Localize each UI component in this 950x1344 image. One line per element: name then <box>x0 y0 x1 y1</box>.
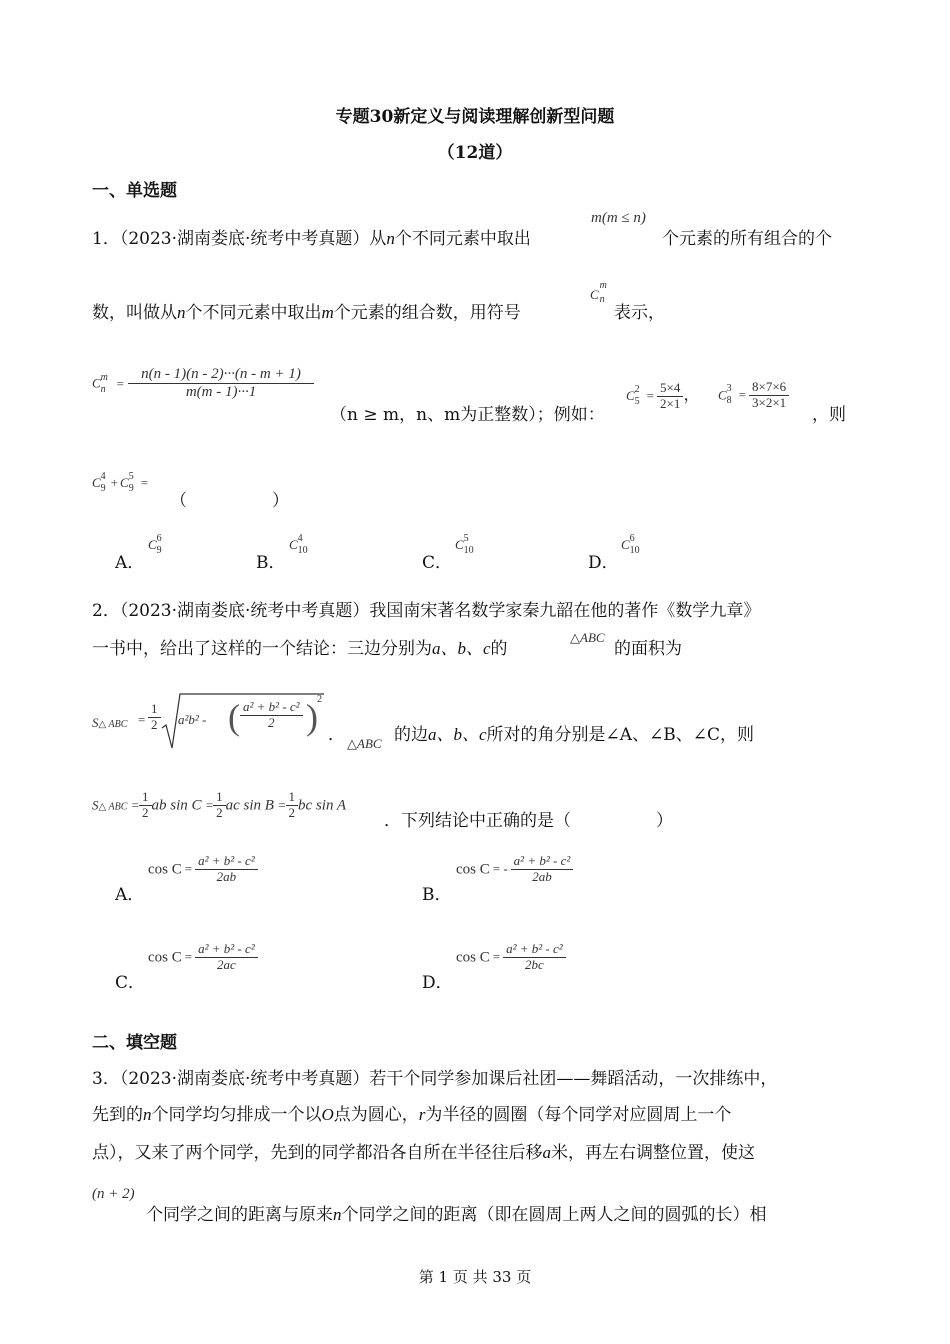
page-footer: 第 1 页 共 33 页 <box>418 1268 532 1286</box>
q1-ask-sub1: 9 <box>100 483 106 495</box>
q2-sine-S-sub: △ ABC <box>98 801 128 813</box>
q1-def-sub: n <box>100 383 106 395</box>
q2-line2-text-a: 一书中，给出了这样的一个结论：三边分别为 <box>92 639 432 659</box>
q2-half-num: 1 <box>148 702 161 718</box>
q2-sine-half-1-den: 2 <box>142 804 149 820</box>
q1-ex1-C: C <box>626 388 635 403</box>
q1-ex2-den: 3×2×1 <box>752 394 787 410</box>
q1-option-d-expr <box>621 534 644 555</box>
q1-option-d-sup: 6 <box>629 533 635 545</box>
q2-question: ．下列结论中正确的是（ ） <box>384 811 673 831</box>
q2-sine-term-3: bc sin A <box>298 797 347 814</box>
q1-line2-text-b: 个不同元素中取出 <box>185 303 322 323</box>
q2-line3 <box>394 720 754 745</box>
q1-line1-text-b: 个不同元素中取出 <box>394 229 531 249</box>
q1-option-a-C: C <box>148 537 157 552</box>
q1-ex1-equals: = <box>646 388 655 403</box>
q2-option-b[interactable] <box>422 880 452 905</box>
q1-ask-sub2: 9 <box>128 483 134 495</box>
q3-var-a: a <box>542 1143 551 1162</box>
q1-ex1-fraction <box>657 381 683 412</box>
q1-ex1-sup: 2 <box>634 384 640 396</box>
q1-symbol-C: C <box>590 287 599 302</box>
q1-option-b[interactable] <box>256 548 286 573</box>
q2-option-c-expr <box>148 942 258 973</box>
q2-option-a-den: 2ab <box>216 868 237 884</box>
q1-ask-sup2: 5 <box>128 471 134 483</box>
q2-line2 <box>92 634 508 659</box>
q1-example-1 <box>626 380 700 412</box>
q1-ex1-den: 2×1 <box>660 395 681 411</box>
q1-ex1-num: 5×4 <box>657 381 683 397</box>
q1-option-d[interactable] <box>588 548 619 573</box>
q3-line4-text-a: 个同学之间的距离与原来 <box>146 1205 333 1225</box>
q3-line2-text-d: 为半径的圆圈（每个同学对应圆周上一个 <box>425 1105 732 1125</box>
q2-option-d-label: D． <box>422 973 453 993</box>
q2-sine-half-3-num: 1 <box>286 790 299 806</box>
q1-def-fraction <box>128 366 314 402</box>
q1-line2-text-c: 个元素的组合数，用符号 <box>333 303 521 323</box>
q2-option-c-den: 2ac <box>216 956 236 972</box>
page-subtitle: （12道） <box>437 143 513 163</box>
q2-sine-formula <box>92 790 346 821</box>
q1-ex2-num: 8×7×6 <box>749 380 789 396</box>
q2-sine-term-1: ab sin C <box>151 797 202 814</box>
q1-symbol-sub-n: n <box>599 294 605 305</box>
q2-line2-text-b: 的 <box>490 639 508 659</box>
q2-sine-eq1: = <box>131 797 139 813</box>
q3-line2-text-a: 先到的 <box>92 1105 143 1125</box>
q1-ask-C2: C <box>120 475 129 490</box>
q1-ex1-sub: 5 <box>634 396 640 408</box>
q1-line2-var-m: m <box>321 303 334 322</box>
q2-option-a-expr <box>148 854 258 885</box>
q1-option-d-C: C <box>621 537 630 552</box>
q2-line2-end: 的面积为 <box>614 639 682 659</box>
q1-option-b-sub: 10 <box>297 545 308 557</box>
q2-option-b-expr <box>456 854 573 885</box>
q3-line2-text-c: 点为圆心， <box>333 1105 419 1125</box>
q1-ex2-equals: = <box>738 387 747 403</box>
q2-option-d-fraction <box>503 942 566 973</box>
q2-sine-half-2 <box>213 790 226 821</box>
q1-ask-expression <box>92 472 148 493</box>
q2-option-c-label: C． <box>115 973 146 993</box>
q2-sine-eq3: = <box>278 797 286 813</box>
q1-option-c-label: C． <box>422 553 453 573</box>
q1-option-a-label: A． <box>115 553 145 573</box>
q1-line2 <box>92 298 521 323</box>
q1-def-sup: m <box>100 371 108 383</box>
q2-option-a-fraction <box>195 854 258 885</box>
q3-line2-text-b: 个同学均匀排成一个以 <box>151 1105 322 1125</box>
q3-line3 <box>92 1138 755 1163</box>
q2-option-a-label: A． <box>115 885 145 905</box>
q1-symbol-sup-m: m <box>599 280 607 291</box>
q2-paren-right: ) <box>306 697 318 737</box>
q1-m-condition: m(m ≤ n) <box>591 210 646 226</box>
q2-sine-half-1-num: 1 <box>139 790 152 806</box>
q1-ask-equals: = <box>140 475 149 490</box>
section-heading-fill-in: 二、填空题 <box>92 1033 177 1053</box>
q2-option-d-sign: = <box>492 949 501 965</box>
q2-option-d-num: a² + b² - c² <box>503 942 566 958</box>
q1-definition-formula <box>92 366 314 402</box>
q1-line1-end: 个元素的所有组合的个 <box>662 229 832 249</box>
q3-line1: 3．（2023·湖南娄底·统考中考真题）若干个同学参加课后社团——舞蹈活动，一次排练中， <box>92 1069 778 1089</box>
q2-option-c-num: a² + b² - c² <box>195 942 258 958</box>
q2-option-b-lhs: cos C <box>456 861 490 878</box>
q2-option-b-sign: = - <box>492 861 508 877</box>
q2-option-c-fraction <box>195 942 258 973</box>
q2-half-den: 2 <box>151 716 158 732</box>
page-title: 专题30新定义与阅读理解创新型问题 <box>335 107 615 127</box>
q2-heron-exponent: 2 <box>317 694 322 705</box>
q2-line3-text-b: 所对的角分别是∠A、∠B、∠C，则 <box>486 725 755 745</box>
q1-option-a-sub: 9 <box>156 545 162 557</box>
q2-option-d-den: 2bc <box>524 956 544 972</box>
q1-option-c-C: C <box>455 537 464 552</box>
q1-line2-var-n: n <box>177 303 186 322</box>
q3-line3-text-a: 点），又来了两个同学，先到的同学都沿各自所在半径往后移 <box>92 1143 543 1163</box>
q1-def-C: C <box>92 375 101 391</box>
q3-line2 <box>92 1100 731 1125</box>
q1-answer-blank: （ ） <box>170 491 289 511</box>
q3-line3-text-b: 米，再左右调整位置，使这 <box>551 1143 755 1163</box>
q1-option-a[interactable] <box>115 548 144 573</box>
q2-option-d-expr <box>456 942 566 973</box>
q2-line3-vars: a、b、c <box>428 725 487 744</box>
q2-option-b-num: a² + b² - c² <box>511 854 574 870</box>
q2-triangle-label: △ABC <box>570 630 605 645</box>
q2-option-c-sign: = <box>184 949 193 965</box>
q2-heron-inner: a²b² - <box>178 712 207 727</box>
q3-var-r: r <box>418 1105 426 1124</box>
q2-inner-num: a² + b² - c² <box>240 700 303 716</box>
q1-line1-text-a: 1．（2023·湖南娄底·统考中考真题）从 <box>92 229 387 249</box>
q1-ask-C1: C <box>92 475 101 490</box>
q2-heron-equals: = <box>138 712 146 727</box>
q2-sine-S: S <box>92 797 99 813</box>
q2-option-a-num: a² + b² - c² <box>195 854 258 870</box>
q1-option-b-label: B． <box>256 553 286 573</box>
q3-n-plus-2: (n + 2) <box>92 1186 135 1202</box>
q3-line4-var-n: n <box>333 1205 342 1224</box>
q1-option-c[interactable] <box>422 548 452 573</box>
q1-option-c-expr <box>455 534 478 555</box>
q1-option-d-label: D． <box>588 553 619 573</box>
q2-triangle-label-2: △ABC <box>347 736 382 751</box>
q2-inner-den: 2 <box>268 714 275 730</box>
q1-option-a-expr <box>148 534 167 555</box>
q1-var-n: n <box>386 229 395 248</box>
q1-ask-plus: + <box>110 475 119 490</box>
q3-var-O: O <box>321 1105 334 1124</box>
q1-def-denominator: m(m - 1)···1 <box>185 384 257 401</box>
q2-option-b-fraction <box>511 854 574 885</box>
q2-option-d[interactable] <box>422 968 453 993</box>
q1-option-b-C: C <box>289 537 298 552</box>
q1-option-d-sub: 10 <box>629 545 640 557</box>
q2-option-a[interactable] <box>115 880 144 905</box>
q1-option-b-sup: 4 <box>297 533 303 545</box>
q2-sine-half-2-den: 2 <box>216 804 223 820</box>
q1-option-c-sub: 10 <box>463 545 474 557</box>
q1-combination-symbol <box>590 280 607 305</box>
q2-period: ． <box>328 725 345 745</box>
q2-line1: 2．（2023·湖南娄底·统考中考真题）我国南宋著名数学家秦九韶在他的著作《数学九章》 <box>92 601 761 621</box>
q1-ex2-C: C <box>718 387 727 403</box>
section-heading-single-choice: 一、单选题 <box>92 181 177 201</box>
q3-line4 <box>146 1200 767 1225</box>
q2-option-b-label: B． <box>422 885 452 905</box>
q2-sine-half-1 <box>139 790 152 821</box>
q1-option-a-sup: 6 <box>156 533 162 545</box>
q1-then: ，则 <box>812 405 846 425</box>
q2-S: S <box>92 715 99 730</box>
q2-paren-left: ( <box>228 697 240 737</box>
q2-sine-half-2-num: 1 <box>213 790 226 806</box>
q1-option-b-expr <box>289 534 312 555</box>
q1-condition-text: （n ≥ m，n、m为正整数）；例如： <box>330 405 605 425</box>
q1-ex2-sub: 8 <box>726 395 732 407</box>
q2-option-d-lhs: cos C <box>456 949 490 966</box>
q2-sine-half-3-den: 2 <box>288 804 296 820</box>
q2-option-b-den: 2ab <box>532 868 552 884</box>
q2-S-label <box>92 712 127 732</box>
q2-sine-eq2: = <box>205 797 214 813</box>
q2-sine-term-2: ac sin B <box>225 797 274 814</box>
q2-option-a-lhs: cos C <box>148 861 182 878</box>
q1-ex-comma: ， <box>683 385 701 404</box>
q1-ex2-fraction <box>749 380 789 411</box>
q1-example-2 <box>718 380 789 411</box>
q1-ask-sup1: 4 <box>100 471 106 483</box>
q2-heron-half <box>148 702 161 733</box>
q1-line2-end: 表示， <box>614 303 665 323</box>
q2-heron-inner-fraction <box>240 700 303 731</box>
q2-option-c-lhs: cos C <box>148 949 182 966</box>
q1-option-c-sup: 5 <box>463 533 469 545</box>
q2-line3-text-a: 的边 <box>394 725 428 745</box>
q2-sine-half-3 <box>286 790 299 821</box>
q1-def-numerator: n(n - 1)(n - 2)···(n - m + 1) <box>128 366 314 384</box>
q1-ex2-sup: 3 <box>726 383 732 395</box>
q2-line2-vars: a、b、c <box>432 639 491 658</box>
q2-S-sub: △ ABC <box>98 719 128 730</box>
q1-def-equals: = <box>116 375 125 391</box>
q2-option-c[interactable] <box>115 968 145 993</box>
q2-option-a-sign: = <box>184 861 193 877</box>
q1-line2-text-a: 数，叫做从 <box>92 303 177 323</box>
q3-line4-text-b: 个同学之间的距离（即在圆周上两人之间的圆弧的长）相 <box>341 1205 767 1225</box>
q3-var-n: n <box>143 1105 152 1124</box>
q1-line1 <box>92 224 531 249</box>
